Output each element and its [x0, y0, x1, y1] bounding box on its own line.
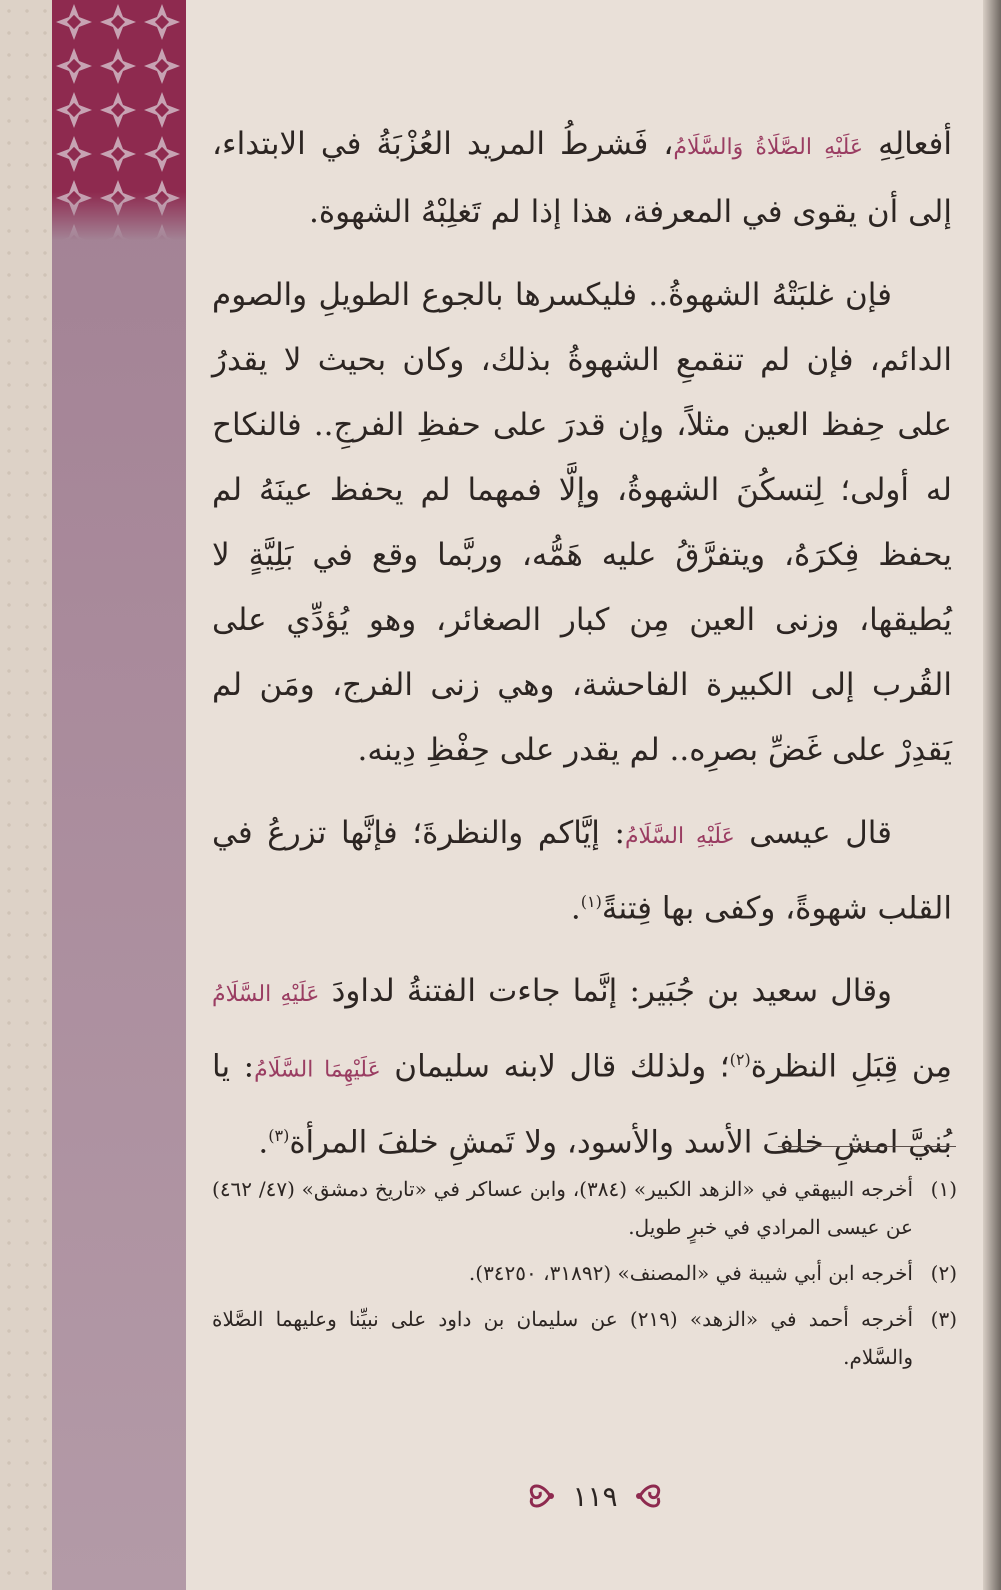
footnote-reference: (٢)	[729, 1050, 751, 1070]
footnote-text: أخرجه البيهقي في «الزهد الكبير» (٣٨٤)، وابن عساكر في «تاريخ دمشق» (٤٧/ ٤٦٢) عن عيسى المرادي في خبرٍ طويل.	[212, 1177, 913, 1239]
text-segment: : يا بُنيَّ امشِ خلفَ الأسد والأسود، ولا تَمشِ خلفَ المرأة	[212, 1048, 952, 1160]
text-segment: .	[570, 890, 581, 927]
text-segment: وقال سعيد بن جُبَير: إنَّما جاءت الفتنةُ لداودَ	[319, 973, 892, 1010]
paragraph	[212, 112, 952, 245]
flourish-left-icon	[520, 1474, 556, 1518]
geometric-pattern	[52, 0, 186, 240]
footnote-1	[212, 1170, 957, 1246]
text-segment: قال عيسى	[734, 815, 893, 851]
text-segment: .	[258, 1123, 269, 1160]
footnote-reference: (١)	[580, 892, 602, 911]
honorific-phrase: عَلَيْهِ الصَّلَاةُ وَالسَّلَامُ	[673, 135, 864, 160]
paragraph	[212, 959, 952, 1175]
text-segment: أفعالِهِ	[863, 126, 952, 162]
text-segment: مِن قِبَلِ النظرة	[750, 1048, 953, 1085]
text-segment: فإن غلبَتْهُ الشهوةُ.. فليكسرها بالجوع الطويلِ والصوم الدائم، فإن لم تنقمعِ الشهوةُ بذلك، وكان بحيث لا يقدرُ على حِفظ العين مثلاً، وإن قدرَ على حفظِ الفرجِ.. فالنكاح له أولى؛ لِتسكُنَ الشهوةُ، وإلَّا فمهما لم يحفظ عينَهُ لم يحفظ فِكرَهُ، ويتفرَّقُ عليه هَمُّه، وربَّما وقع في بَلِيَّةٍ لا يُطيقها، وزنى العين مِن كبار الصغائر، وهو يُؤدِّي على القُرب إلى الكبيرة الفاحشة، وهي زنى الفرج، ومَن لم يَقدِرْ على غَضِّ بصرِه.. لم يقدر على حِفْظِ دِينه.	[212, 277, 952, 768]
text-segment: : إيَّاكم والنظرةَ؛ فإنَّها تزرعُ في القلب شهوةً، وكفى بها فِتنةً	[212, 815, 952, 927]
footnote-text: أخرجه أحمد في «الزهد» (٢١٩) عن سليمان بن داود على نبيِّنا وعليهما الصَّلاة والسَّلام.	[212, 1307, 913, 1369]
text-segment: ، فَشرطُ المريد العُزْبَةُ في الابتداء، إلى أن يقوى في المعرفة، هذا إذا لم تَغلِبْهُ الشهوة.	[212, 126, 952, 230]
footnote-number: (٣)	[930, 1307, 957, 1331]
footnote-number: (١)	[930, 1177, 957, 1201]
page-edge-right	[983, 0, 1001, 1590]
text-segment: ؛ ولذلك قال لابنه سليمان	[380, 1048, 730, 1085]
footnote-separator	[778, 1146, 956, 1147]
footnote-2	[212, 1254, 957, 1292]
flourish-right-icon	[634, 1474, 670, 1518]
paragraph	[212, 801, 952, 941]
honorific-phrase: عَلَيْهِ السَّلَامُ	[624, 824, 735, 849]
footnote-number: (٢)	[930, 1261, 957, 1285]
main-text	[212, 112, 952, 1193]
page-edge-left	[0, 0, 52, 1590]
page-number: ١١٩	[572, 1479, 618, 1513]
paragraph	[212, 263, 952, 783]
honorific-phrase: عَلَيْهِ السَّلَامُ	[212, 982, 320, 1008]
page-footer	[500, 1466, 690, 1526]
footnote-reference: (٣)	[268, 1125, 290, 1145]
footnote-3	[212, 1300, 957, 1376]
honorific-phrase: عَلَيْهِمَا السَّلَامُ	[254, 1057, 381, 1083]
footnote-text: أخرجه ابن أبي شيبة في «المصنف» (٣١٨٩٢، ٣٤٢٥٠).	[468, 1261, 913, 1285]
footnotes	[212, 1170, 957, 1384]
